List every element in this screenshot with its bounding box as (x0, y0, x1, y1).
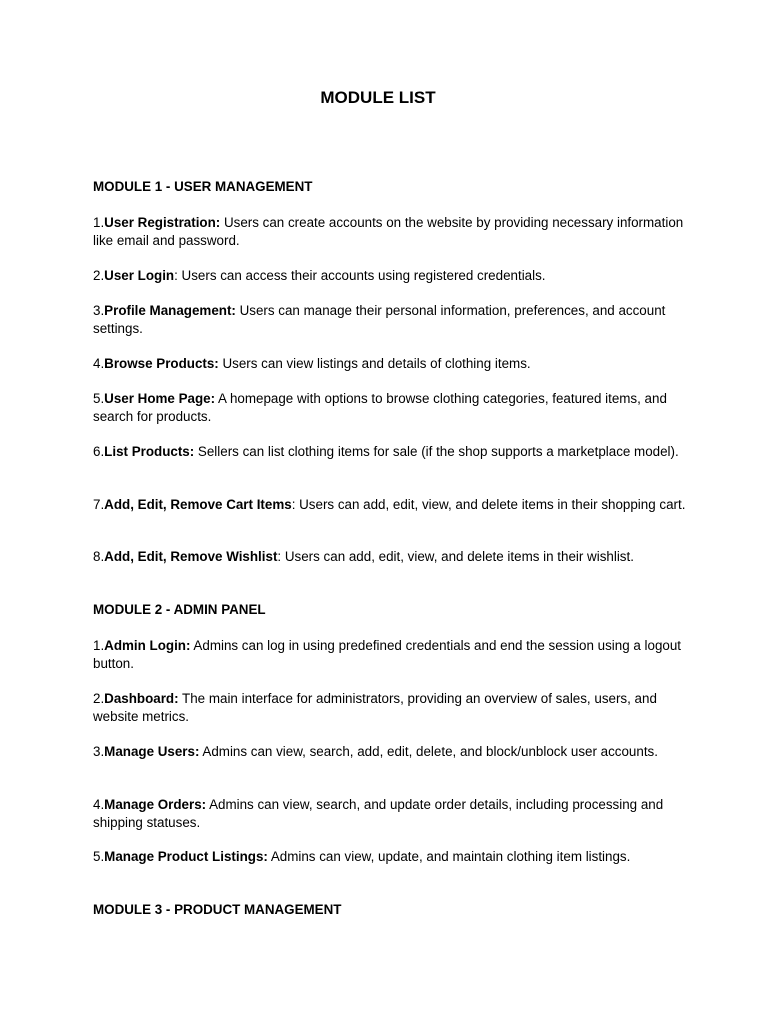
item-number: 3. (93, 303, 105, 318)
item-number: 1. (93, 638, 105, 653)
item-term: Add, Edit, Remove Wishlist (104, 549, 278, 564)
list-item (93, 496, 693, 514)
item-number: 2. (93, 268, 105, 283)
item-term: Manage Product Listings: (104, 849, 268, 864)
item-number: 8. (93, 549, 105, 564)
item-term: Manage Users: (104, 744, 200, 759)
item-number: 1. (93, 215, 105, 230)
list-item (93, 302, 693, 338)
item-description: Users can create accounts on the website by providing necessary information like email and password. (93, 215, 684, 248)
item-term: Admin Login: (104, 638, 191, 653)
item-number: 5. (93, 391, 105, 406)
item-term: Add, Edit, Remove Cart Items (104, 497, 292, 512)
item-term: Manage Orders: (104, 797, 207, 812)
item-description: Admins can view, search, and update order details, including processing and shipping statuses. (93, 797, 664, 830)
list-item (93, 690, 693, 726)
list-item (93, 548, 693, 566)
item-description: A homepage with options to browse clothing categories, featured items, and search for products. (93, 391, 667, 424)
item-description: : Users can add, edit, view, and delete items in their wishlist. (277, 549, 634, 564)
list-item (93, 443, 693, 461)
item-number: 7. (93, 497, 105, 512)
item-description: Users can manage their personal information, preferences, and account settings. (93, 303, 666, 336)
item-term: User Login (104, 268, 175, 283)
item-number: 4. (93, 797, 105, 812)
item-term: User Home Page: (104, 391, 216, 406)
module-1-heading: MODULE 1 - USER MANAGEMENT (93, 179, 313, 194)
item-number: 4. (93, 356, 105, 371)
module-3-heading: MODULE 3 - PRODUCT MANAGEMENT (93, 902, 342, 917)
list-item (93, 390, 693, 426)
item-description: The main interface for administrators, providing an overview of sales, users, and website metrics. (93, 691, 657, 724)
item-description: Sellers can list clothing items for sale (if the shop supports a marketplace model). (194, 444, 679, 459)
document-title: MODULE LIST (320, 88, 436, 107)
list-item (93, 848, 693, 866)
list-item (93, 743, 693, 761)
item-term: User Registration: (104, 215, 221, 230)
item-term: Dashboard: (104, 691, 179, 706)
list-item (93, 214, 693, 250)
list-item (93, 267, 693, 285)
module-2-heading: MODULE 2 - ADMIN PANEL (93, 602, 266, 617)
list-item (93, 637, 693, 673)
item-description: Admins can view, update, and maintain clothing item listings. (267, 849, 631, 864)
item-number: 6. (93, 444, 105, 459)
item-description: Admins can log in using predefined credentials and end the session using a logout button. (93, 638, 682, 671)
item-term: Browse Products: (104, 356, 219, 371)
list-item (93, 355, 693, 373)
item-description: Users can view listings and details of clothing items. (218, 356, 531, 371)
item-number: 3. (93, 744, 105, 759)
list-item (93, 796, 693, 832)
item-term: List Products: (104, 444, 195, 459)
item-number: 2. (93, 691, 105, 706)
item-number: 5. (93, 849, 105, 864)
item-description: : Users can access their accounts using registered credentials. (174, 268, 546, 283)
item-description: Admins can view, search, add, edit, delete, and block/unblock user accounts. (199, 744, 658, 759)
item-description: : Users can add, edit, view, and delete items in their shopping cart. (291, 497, 686, 512)
item-term: Profile Management: (104, 303, 236, 318)
